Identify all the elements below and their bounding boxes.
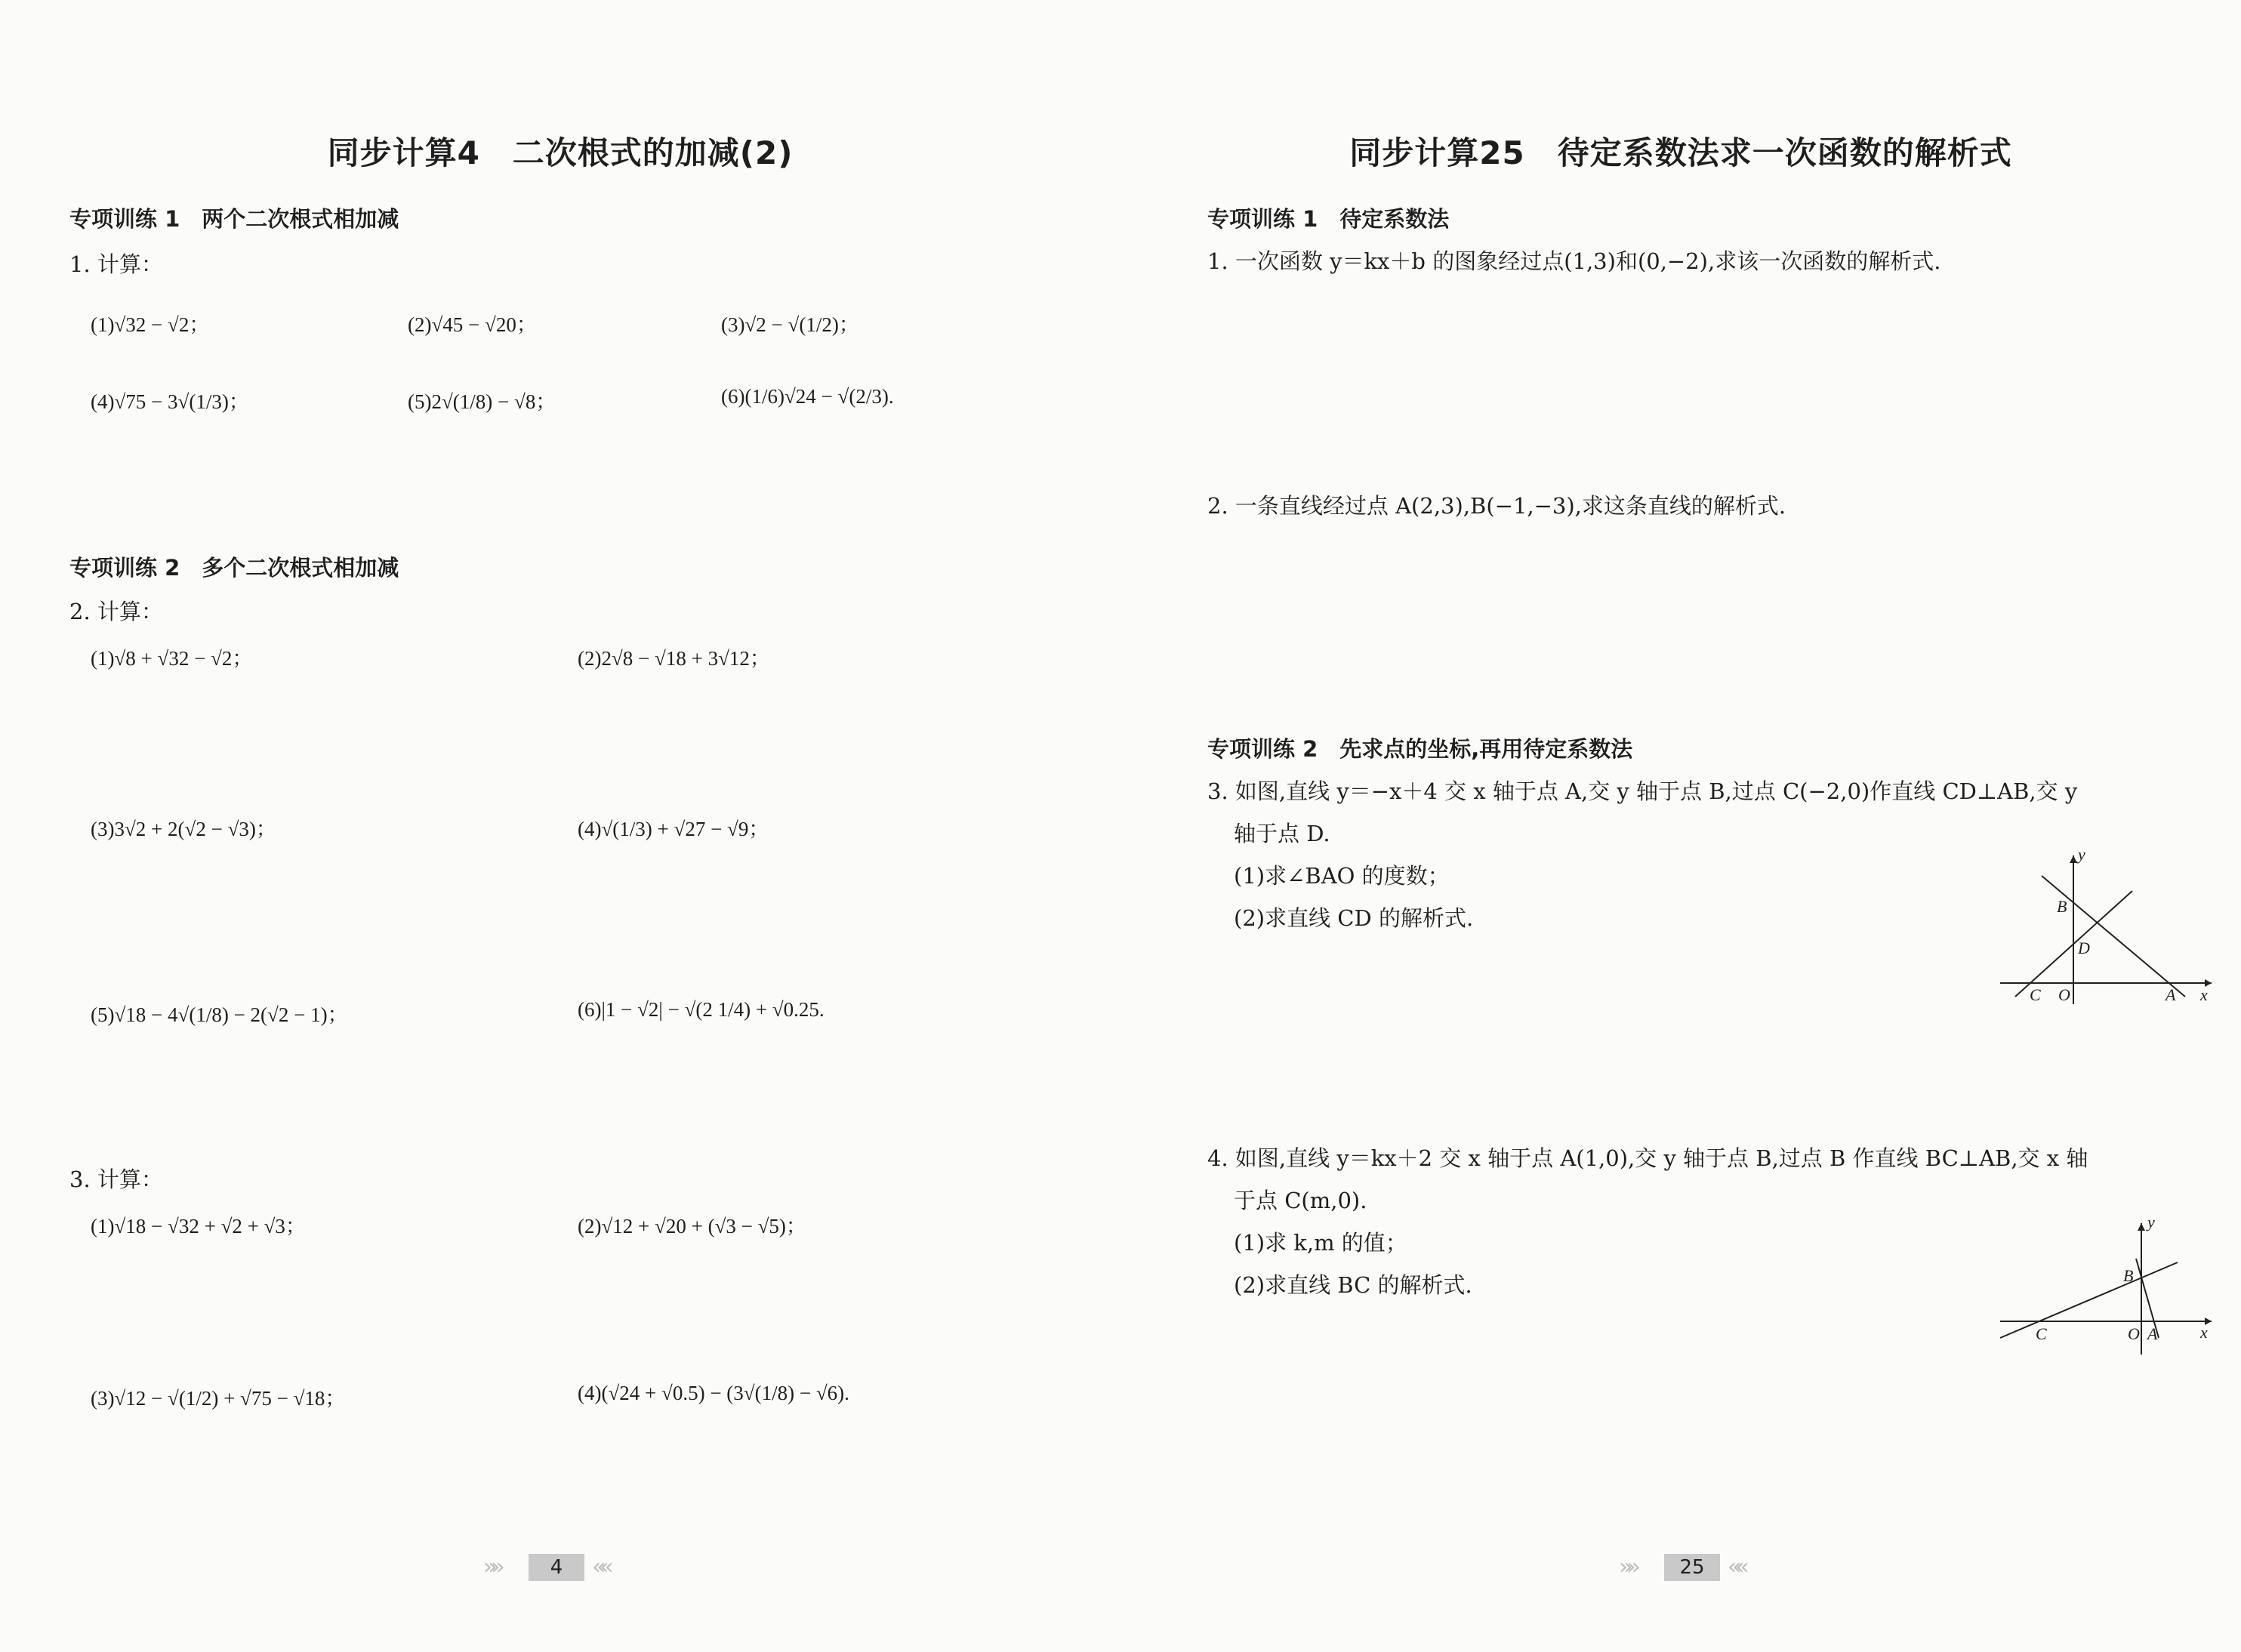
chevron-right-icon: »» — [1619, 1554, 1635, 1580]
point-label: A — [2165, 985, 2176, 1004]
question-1: 1. 计算： — [69, 251, 163, 277]
section-heading: 专项训练 1 两个二次根式相加减 — [69, 206, 399, 232]
page-title: 同步计算4 二次根式的加减(2) — [327, 134, 794, 171]
page-number: 25 — [1664, 1554, 1720, 1581]
point-label: O — [2058, 985, 2070, 1004]
line-ab — [2042, 876, 2185, 997]
exercise-item: (2)2√8 − √18 + 3√12； — [578, 647, 770, 670]
right-page — [1120, 0, 2241, 1652]
sub-question: (1)求 k,m 的值； — [1234, 1230, 1407, 1256]
figure-q4 — [1996, 1217, 2215, 1361]
exercise-item: (1)√32 − √2； — [91, 313, 210, 336]
exercise-item: (2)√12 + √20 + (√3 − √5)； — [578, 1215, 806, 1237]
exercise-item: (6)|1 − √2| − √(2 1/4) + √0.25. — [578, 998, 825, 1021]
exercise-item: (6)(1/6)√24 − √(2/3). — [721, 385, 894, 408]
page-title: 同步计算25 待定系数法求一次函数的解析式 — [1349, 134, 2012, 171]
left-page — [0, 0, 1120, 1652]
axis-label: y — [2078, 849, 2085, 864]
question-2: 2. 计算： — [69, 599, 163, 624]
exercise-item: (1)√8 + √32 − √2； — [91, 647, 253, 670]
point-label: D — [2078, 938, 2090, 957]
exercise-item: (2)√45 − √20； — [408, 313, 537, 336]
sub-question: (2)求直线 BC 的解析式. — [1234, 1272, 1472, 1298]
axis-label: x — [2200, 1323, 2208, 1342]
exercise-item: (3)√2 − √(1/2)； — [721, 313, 859, 336]
point-label: A — [2147, 1324, 2158, 1343]
section-heading: 专项训练 1 待定系数法 — [1207, 206, 1450, 232]
arrow-icon — [2070, 855, 2077, 863]
exercise-item: (4)(√24 + √0.5) − (3√(1/8) − √6). — [578, 1382, 849, 1404]
exercise-item: (5)2√(1/8) − √8； — [408, 390, 556, 413]
question-3-line: 轴于点 D. — [1234, 821, 1330, 846]
section-heading: 专项训练 2 先求点的坐标,再用待定系数法 — [1207, 736, 1633, 762]
question-3: 3. 计算： — [69, 1167, 163, 1192]
exercise-item: (1)√18 − √32 + √2 + √3； — [91, 1215, 306, 1237]
point-label: O — [2128, 1324, 2140, 1343]
question-1: 1. 一次函数 y＝kx＋b 的图象经过点(1,3)和(0,−2),求该一次函数的解析式. — [1207, 248, 1941, 274]
chevron-left-icon: «« — [592, 1554, 608, 1580]
point-label: B — [2123, 1266, 2134, 1285]
question-4-line: 4. 如图,直线 y＝kx＋2 交 x 轴于点 A(1,0),交 y 轴于点 B,过点 B 作直线 BC⊥AB,交 x 轴 — [1207, 1145, 2088, 1171]
axis-label: x — [2200, 985, 2208, 1004]
exercise-item: (4)√(1/3) + √27 − √9； — [578, 818, 769, 840]
figure-q3 — [1996, 849, 2215, 1012]
question-2: 2. 一条直线经过点 A(2,3),B(−1,−3),求这条直线的解析式. — [1207, 493, 1786, 519]
sub-question: (2)求直线 CD 的解析式. — [1234, 905, 1474, 931]
point-label: B — [2057, 897, 2067, 916]
chevron-left-icon: «« — [1728, 1554, 1743, 1580]
exercise-item: (4)√75 − 3√(1/3)； — [91, 390, 249, 413]
question-3-line: 3. 如图,直线 y＝−x＋4 交 x 轴于点 A,交 y 轴于点 B,过点 C(−2,0)作直线 CD⊥AB,交 y — [1207, 778, 2078, 804]
section-heading: 专项训练 2 多个二次根式相加减 — [69, 555, 399, 581]
chevron-right-icon: »» — [483, 1554, 499, 1580]
exercise-item: (5)√18 − 4√(1/8) − 2(√2 − 1)； — [91, 1003, 348, 1026]
page-number: 4 — [529, 1554, 584, 1581]
axis-label: y — [2147, 1217, 2155, 1231]
exercise-item: (3)3√2 + 2(√2 − √3)； — [91, 818, 276, 840]
arrow-icon — [2138, 1223, 2145, 1231]
question-4-line: 于点 C(m,0). — [1234, 1188, 1367, 1213]
sub-question: (1)求∠BAO 的度数； — [1234, 863, 1450, 889]
exercise-item: (3)√12 − √(1/2) + √75 − √18； — [91, 1387, 346, 1410]
point-label: C — [2030, 985, 2041, 1004]
point-label: C — [2036, 1324, 2047, 1343]
